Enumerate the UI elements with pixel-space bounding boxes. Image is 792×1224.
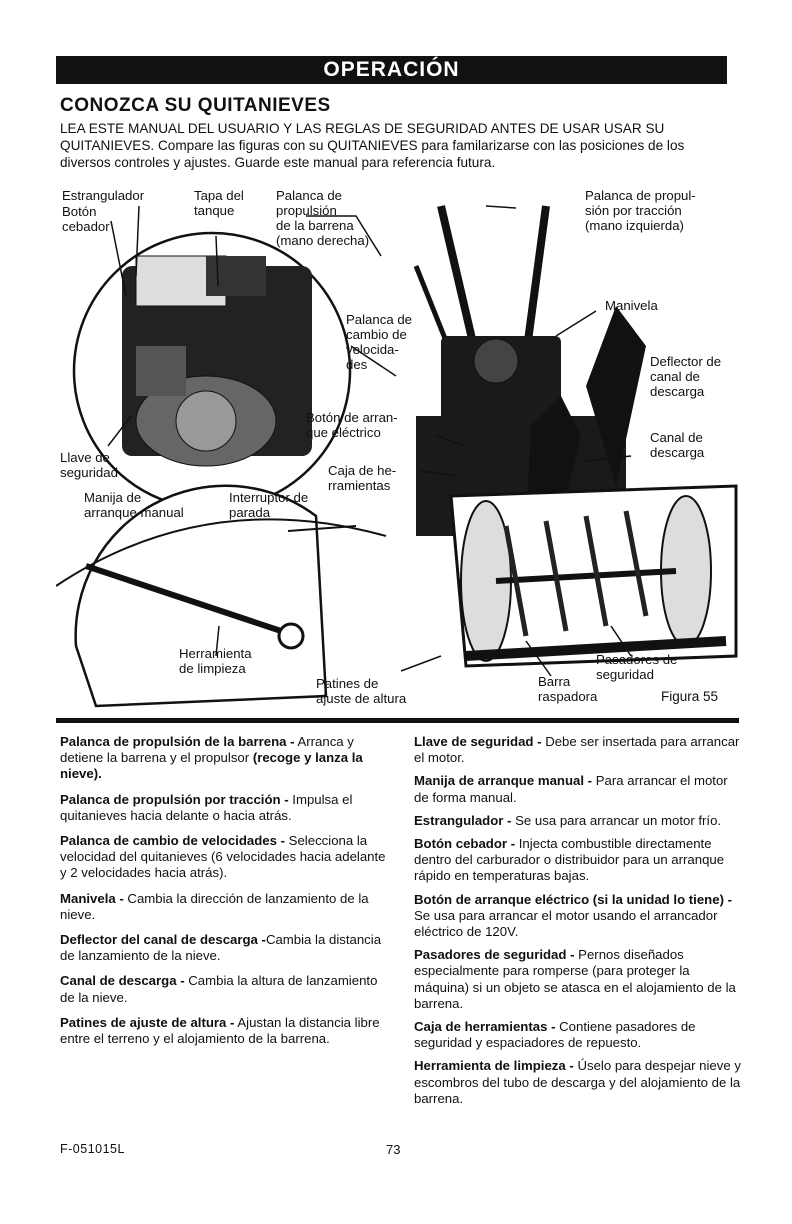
section-divider (56, 718, 739, 723)
definition-entry: Palanca de propulsión de la barrena - Arranca y detiene la barrena y el propulsor (recoge y lanza la nieve). (60, 734, 363, 782)
definition-entry: Botón cebador - Injecta combustible directamente dentro del carburador o distribuidor para un arranque rápido en temperaturas bajas. (414, 836, 725, 884)
definitions-right-column (414, 734, 744, 1114)
definition-entry: Caja de herramientas - Contiene pasadores de seguridad y espaciadores de repuesto. (414, 1019, 696, 1051)
definition-entry: Pasadores de seguridad - Pernos diseñados especialmente para romperse (para proteger la máquina) si un objeto se atasca en el alojamiento de la barrena. (414, 947, 736, 1011)
snowblower-illustration (56, 186, 746, 716)
definition-entry: Llave de seguridad - Debe ser insertada para arrancar el motor. (414, 734, 740, 766)
definition-entry: Palanca de cambio de velocidades - Selecciona la velocidad del quitanieves (6 velocidades hacia adelante y 2 velocidades hacia atrás). (60, 833, 386, 881)
label-manija: Manija de arranque manual (84, 490, 184, 520)
definition-entry: Patines de ajuste de altura - Ajustan la distancia libre entre el terreno y el alojamiento de la barrena. (60, 1014, 380, 1047)
label-pasadores: Pasadores de seguridad (596, 652, 678, 682)
label-patines: Patines de ajuste de altura (316, 676, 407, 706)
label-interruptor: Interruptor de parada (229, 490, 309, 520)
definition-entry: Estrangulador - Se usa para arrancar un motor frío. (414, 812, 722, 828)
label-palanca-traccion: Palanca de propul- sión por tracción (mano izquierda) (585, 188, 696, 233)
snowblower-figure (56, 186, 746, 716)
figure-caption: Figura 55 (661, 689, 719, 704)
label-boton-arranque: Botón de arran- que eléctrico (306, 410, 398, 440)
label-barra: Barra raspadora (538, 674, 598, 704)
definition-entry: Deflector del canal de descarga -Cambia la distancia de lanzamiento de la nieve. (60, 932, 382, 964)
label-palanca-velocidades: Palanca de cambio de velocida- des (346, 312, 412, 372)
label-boton-cebador: Botón cebador (62, 204, 110, 234)
section-title: CONOZCA SU QUITANIEVES (60, 95, 331, 116)
label-estrangulador: Estrangulador (62, 188, 145, 203)
label-canal: Canal de descarga (650, 430, 705, 460)
label-palanca-barrena: Palanca de propulsión de la barrena (mano derecha) (276, 188, 370, 248)
label-caja: Caja de he- rramientas (328, 463, 397, 493)
label-manivela: Manivela (605, 298, 658, 313)
label-llave: Llave de seguridad (60, 450, 118, 480)
definition-entry: Manivela - Cambia la dirección de lanzamiento de la nieve. (60, 890, 369, 922)
page-number: 73 (386, 1142, 401, 1157)
definition-entry: Herramienta de limpieza - Úselo para despejar nieve y escombros del tubo de descarga y del alojamiento de la barrena. (414, 1058, 741, 1106)
definitions-left-column (60, 734, 390, 1056)
definition-entry: Canal de descarga - Cambia la altura de lanzamiento de la nieve. (60, 973, 378, 1005)
definition-entry: Botón de arranque eléctrico (si la unidad lo tiene) - Se usa para arrancar el motor usando el arrancador eléctrico de 120V. (414, 891, 733, 940)
definition-entry: Palanca de propulsión por tracción - Impulsa el quitanieves hacia delante o hacia atrás. (60, 791, 353, 823)
document-code: F-051015L (60, 1142, 125, 1156)
label-tapa-tanque: Tapa del tanque (194, 188, 244, 218)
label-deflector: Deflector de canal de descarga (650, 354, 722, 399)
section-banner: OPERACIÓN (56, 56, 727, 84)
intro-paragraph: LEA ESTE MANUAL DEL USUARIO Y LAS REGLAS DE SEGURIDAD ANTES DE USAR USAR SU QUITANIEVES. Compare las figuras con su QUITANIEVES para familarizarse con las posiciones de los diversos controles y ajustes. Guarde este manual para referencia futura. (60, 121, 685, 170)
definition-entry: Manija de arranque manual - Para arrancar el motor de forma manual. (414, 773, 728, 805)
label-herramienta: Herramienta de limpieza (179, 646, 252, 676)
